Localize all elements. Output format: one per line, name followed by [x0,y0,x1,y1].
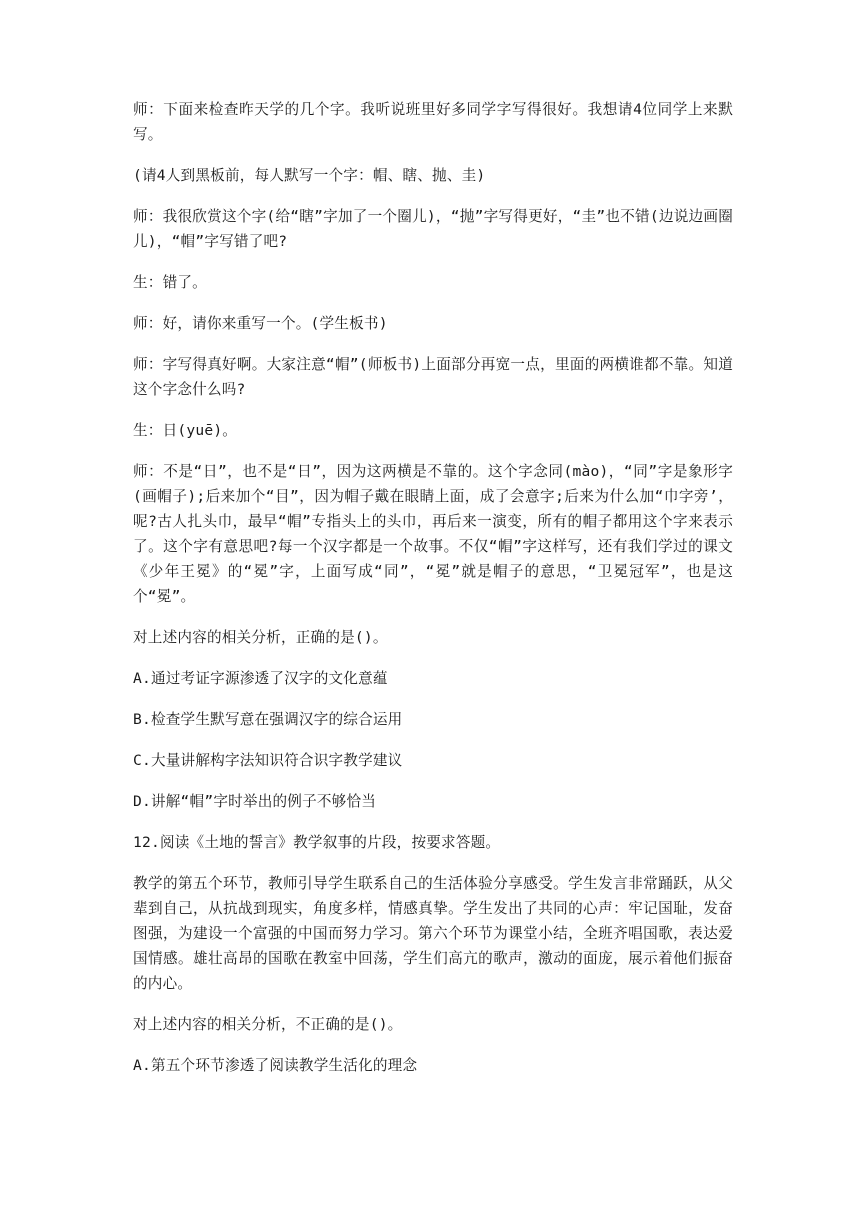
dialogue-student-2: 生：日(yuē)。 [133,422,238,439]
question-11-option-b: B.检查学生默写意在强调汉字的综合运用 [133,711,403,728]
question-11-option-c: C.大量讲解构字法知识符合识字教学建议 [133,752,403,769]
dialogue-teacher-question: 师：字写得真好啊。大家注意“帽”(师板书)上面部分再宽一点，里面的两横谁都不靠。知道这个字念什么吗? [133,356,733,398]
question-11-stem: 对上述内容的相关分析，正确的是()。 [133,629,388,646]
question-12-stem: 对上述内容的相关分析，不正确的是()。 [133,1016,403,1033]
dialogue-teacher-rewrite: 师：好，请你来重写一个。(学生板书) [133,315,388,332]
stage-direction: (请4人到黑板前，每人默写一个字：帽、瞎、抛、圭) [133,167,486,184]
document-body [133,97,733,1094]
question-12-option-a: A.第五个环节渗透了阅读教学生活化的理念 [133,1057,418,1074]
dialogue-student-1: 生：错了。 [133,274,207,291]
question-11-option-d: D.讲解“帽”字时举出的例子不够恰当 [133,793,377,810]
question-12-title: 12.阅读《土地的誓言》教学叙事的片段，按要求答题。 [133,834,501,851]
question-12-passage: 教学的第五个环节，教师引导学生联系自己的生活体验分享感受。学生发言非常踊跃，从父辈到自己，从抗战到现实，角度多样，情感真挚。学生发出了共同的心声：牢记国耻，发奋图强，为建设一个富强的中国而努力学习。第六个环节为课堂小结，全班齐唱国歌，表达爱国情感。雄壮高昂的国歌在教室中回荡，学生们高亢的歌声，激动的面庞，展示着他们振奋的内心。 [133,875,733,992]
dialogue-teacher-praise: 师：我很欣赏这个字(给“瞎”字加了一个圈儿)，“抛”字写得更好，“圭”也不错(边说边画圈儿)，“帽”字写错了吧? [133,208,733,250]
dialogue-teacher-explanation: 师：不是“日”，也不是“日”，因为这两横是不靠的。这个字念同(mào)，“同”字是象形字(画帽子);后来加个“目”，因为帽子戴在眼睛上面，成了会意字;后来为什么加“巾字旁’，呢?古人扎头巾，最早“帽”专指头上的头巾，再后来一演变，所有的帽子都用这个字来表示了。这个字有意思吧?每一个汉字都是一个故事。不仅“帽”字这样写，还有我们学过的课文《少年王冕》的“冕”字，上面写成“同”，“冕”就是帽子的意思，“卫冕冠军”，也是这个“冕”。 [133,463,733,605]
question-11-option-a: A.通过考证字源渗透了汉字的文化意蕴 [133,670,388,687]
dialogue-teacher-intro: 师：下面来检查昨天学的几个字。我听说班里好多同学字写得很好。我想请4位同学上来默写。 [133,101,733,143]
